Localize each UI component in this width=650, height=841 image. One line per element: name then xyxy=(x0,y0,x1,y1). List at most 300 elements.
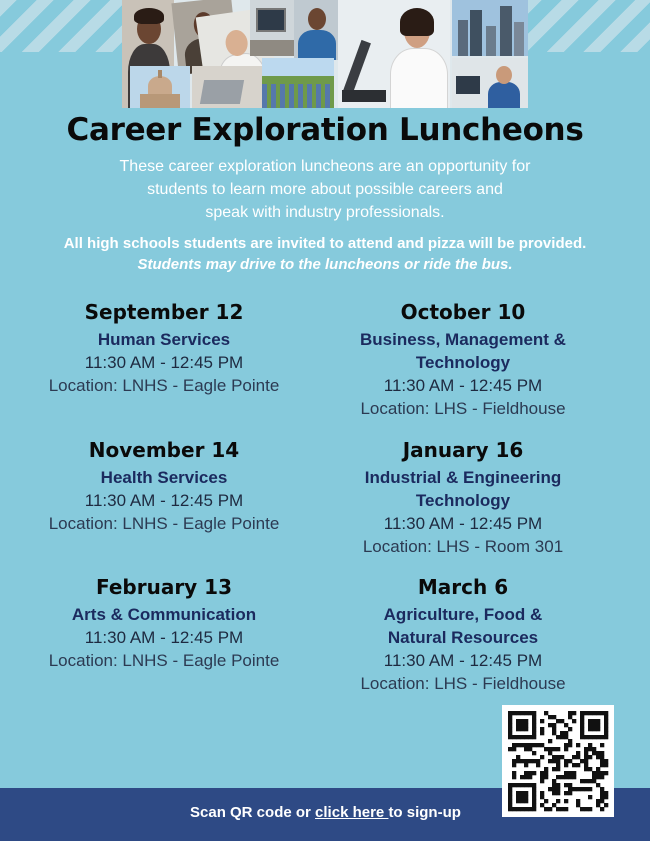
qr-module xyxy=(544,799,548,803)
qr-module xyxy=(588,755,592,759)
qr-module xyxy=(600,711,604,715)
qr-module xyxy=(552,747,556,751)
qr-module xyxy=(580,807,584,811)
qr-module xyxy=(520,711,524,715)
qr-module xyxy=(580,787,584,791)
event-category-line: Technology xyxy=(415,353,511,372)
qr-module xyxy=(516,735,520,739)
signup-link[interactable]: click here xyxy=(315,804,389,821)
qr-module xyxy=(524,719,528,723)
qr-module xyxy=(508,795,512,799)
qr-code-icon[interactable] xyxy=(502,705,614,817)
qr-module xyxy=(548,739,552,743)
qr-module xyxy=(532,719,536,723)
qr-module xyxy=(572,719,576,723)
event-category-line: Business, Management & xyxy=(360,330,566,349)
qr-module xyxy=(592,727,596,731)
invite-line: All high schools students are invited to attend and pizza will be provided. xyxy=(63,235,587,252)
qr-module xyxy=(512,763,516,767)
qr-module xyxy=(572,775,576,779)
event-category-line: Arts & Communication xyxy=(71,605,257,624)
event-time: 11:30 AM - 12:45 PM xyxy=(383,376,543,395)
qr-module xyxy=(564,791,568,795)
qr-module xyxy=(544,775,548,779)
qr-module xyxy=(508,711,512,715)
qr-module xyxy=(600,775,604,779)
qr-module xyxy=(588,723,592,727)
qr-module xyxy=(580,715,584,719)
event-category xyxy=(49,603,279,626)
qr-module xyxy=(564,723,568,727)
qr-module xyxy=(584,755,588,759)
qr-module xyxy=(512,775,516,779)
qr-module xyxy=(564,783,568,787)
qr-module xyxy=(592,735,596,739)
photo-woman-at-computer xyxy=(294,0,340,60)
qr-module xyxy=(508,787,512,791)
qr-module xyxy=(528,759,532,763)
qr-module xyxy=(580,759,584,763)
qr-module xyxy=(580,711,584,715)
qr-module xyxy=(532,795,536,799)
event-location: Location: LHS - Fieldhouse xyxy=(360,399,566,418)
event-time: 11:30 AM - 12:45 PM xyxy=(84,353,244,372)
intro-line: students to learn more about possible careers and xyxy=(147,181,503,198)
qr-module xyxy=(604,735,608,739)
qr-module xyxy=(568,743,572,747)
qr-module xyxy=(548,751,552,755)
qr-module xyxy=(552,787,556,791)
qr-module xyxy=(508,807,512,811)
event-card xyxy=(313,573,613,695)
qr-module xyxy=(580,731,584,735)
qr-module xyxy=(584,747,588,751)
qr-module xyxy=(508,791,512,795)
qr-module xyxy=(516,711,520,715)
qr-module xyxy=(520,735,524,739)
qr-module xyxy=(516,791,520,795)
qr-module xyxy=(552,783,556,787)
qr-module xyxy=(524,747,528,751)
qr-module xyxy=(564,807,568,811)
qr-module xyxy=(588,779,592,783)
qr-module xyxy=(580,727,584,731)
qr-code-graphic xyxy=(502,705,614,817)
qr-module xyxy=(528,775,532,779)
event-date: March 6 xyxy=(417,575,509,599)
qr-module xyxy=(596,783,600,787)
qr-module xyxy=(584,807,588,811)
qr-module xyxy=(592,775,596,779)
qr-module xyxy=(600,795,604,799)
qr-module xyxy=(572,763,576,767)
qr-module xyxy=(516,727,520,731)
qr-module xyxy=(596,771,600,775)
qr-module xyxy=(600,743,604,747)
event-category xyxy=(348,466,578,512)
qr-module xyxy=(580,779,584,783)
event-date: February 13 xyxy=(95,575,233,599)
transport-line: Students may drive to the luncheons or ride the bus. xyxy=(137,256,513,273)
event-time: 11:30 AM - 12:45 PM xyxy=(383,514,543,533)
qr-module xyxy=(564,771,568,775)
qr-module xyxy=(520,759,524,763)
event-category-line: Agriculture, Food & xyxy=(383,605,543,624)
qr-module xyxy=(604,719,608,723)
event-time: 11:30 AM - 12:45 PM xyxy=(84,491,244,510)
qr-module xyxy=(576,803,580,807)
qr-module xyxy=(532,807,536,811)
event-card xyxy=(313,298,613,420)
qr-module xyxy=(568,771,572,775)
qr-module xyxy=(600,787,604,791)
qr-module xyxy=(516,783,520,787)
qr-module xyxy=(556,755,560,759)
photo-city-skyline xyxy=(452,0,528,56)
event-category xyxy=(49,328,279,351)
qr-module xyxy=(524,723,528,727)
qr-module xyxy=(556,799,560,803)
qr-module xyxy=(512,747,516,751)
qr-module xyxy=(524,799,528,803)
qr-module xyxy=(560,755,564,759)
qr-module xyxy=(568,787,572,791)
decorative-stripes-right xyxy=(525,0,650,52)
qr-module xyxy=(536,763,540,767)
qr-module xyxy=(528,743,532,747)
qr-module xyxy=(572,787,576,791)
qr-module xyxy=(556,767,560,771)
qr-module xyxy=(520,743,524,747)
qr-module xyxy=(536,743,540,747)
qr-module xyxy=(544,771,548,775)
qr-module xyxy=(552,779,556,783)
photo-scientist-microscope xyxy=(338,0,450,108)
qr-module xyxy=(512,743,516,747)
qr-module xyxy=(596,735,600,739)
qr-module xyxy=(588,787,592,791)
qr-module xyxy=(508,727,512,731)
qr-module xyxy=(540,727,544,731)
qr-module xyxy=(584,763,588,767)
qr-module xyxy=(592,719,596,723)
qr-module xyxy=(604,711,608,715)
qr-module xyxy=(560,731,564,735)
qr-module xyxy=(556,807,560,811)
qr-module xyxy=(540,779,544,783)
qr-module xyxy=(552,791,556,795)
qr-module xyxy=(540,803,544,807)
qr-module xyxy=(552,767,556,771)
qr-module xyxy=(604,771,608,775)
qr-module xyxy=(532,731,536,735)
qr-module xyxy=(520,783,524,787)
qr-module xyxy=(520,799,524,803)
qr-module xyxy=(568,739,572,743)
qr-module xyxy=(552,731,556,735)
qr-module xyxy=(604,727,608,731)
qr-module xyxy=(548,747,552,751)
qr-module xyxy=(556,775,560,779)
event-time: 11:30 AM - 12:45 PM xyxy=(383,651,543,670)
qr-module xyxy=(540,795,544,799)
qr-module xyxy=(588,747,592,751)
qr-module xyxy=(548,723,552,727)
qr-module xyxy=(520,807,524,811)
qr-module xyxy=(560,735,564,739)
qr-module xyxy=(524,795,528,799)
qr-module xyxy=(556,763,560,767)
qr-module xyxy=(552,755,556,759)
qr-module xyxy=(508,747,512,751)
qr-module xyxy=(588,727,592,731)
qr-module xyxy=(576,763,580,767)
qr-module xyxy=(572,755,576,759)
qr-module xyxy=(516,799,520,803)
qr-module xyxy=(532,803,536,807)
photo-man-at-desk xyxy=(452,58,528,108)
qr-module xyxy=(584,751,588,755)
event-date: October 10 xyxy=(400,300,526,324)
qr-module xyxy=(604,795,608,799)
qr-module xyxy=(524,775,528,779)
qr-module xyxy=(516,723,520,727)
qr-module xyxy=(556,759,560,763)
event-time: 11:30 AM - 12:45 PM xyxy=(84,628,244,647)
qr-module xyxy=(596,719,600,723)
qr-module xyxy=(588,795,592,799)
qr-module xyxy=(564,763,568,767)
signup-suffix: to sign-up xyxy=(388,804,461,821)
event-location: Location: LNHS - Eagle Pointe xyxy=(48,651,280,670)
qr-module xyxy=(544,767,548,771)
qr-module xyxy=(508,719,512,723)
qr-module xyxy=(544,711,548,715)
intro-line: speak with industry professionals. xyxy=(205,204,445,221)
qr-module xyxy=(524,807,528,811)
qr-module xyxy=(600,735,604,739)
qr-module xyxy=(532,787,536,791)
qr-module xyxy=(524,711,528,715)
qr-module xyxy=(532,783,536,787)
qr-module xyxy=(524,783,528,787)
qr-module xyxy=(532,715,536,719)
qr-module xyxy=(552,759,556,763)
qr-module xyxy=(564,775,568,779)
qr-module xyxy=(596,711,600,715)
qr-module xyxy=(600,807,604,811)
qr-module xyxy=(512,735,516,739)
event-location: Location: LNHS - Eagle Pointe xyxy=(48,514,280,533)
qr-module xyxy=(548,759,552,763)
event-location: Location: LHS - Fieldhouse xyxy=(360,674,566,693)
qr-module xyxy=(588,743,592,747)
qr-module xyxy=(584,711,588,715)
qr-module xyxy=(528,771,532,775)
event-date: November 14 xyxy=(88,438,240,462)
qr-module xyxy=(572,771,576,775)
qr-module xyxy=(524,791,528,795)
qr-module xyxy=(540,755,544,759)
qr-module xyxy=(528,807,532,811)
qr-module xyxy=(596,723,600,727)
qr-module xyxy=(540,743,544,747)
qr-module xyxy=(524,727,528,731)
qr-module xyxy=(576,799,580,803)
qr-module xyxy=(524,743,528,747)
qr-module xyxy=(600,759,604,763)
qr-module xyxy=(516,807,520,811)
qr-module xyxy=(564,731,568,735)
event-card xyxy=(313,436,613,558)
qr-module xyxy=(516,759,520,763)
invitation-note xyxy=(0,233,650,275)
qr-module xyxy=(544,807,548,811)
event-category-line: Natural Resources xyxy=(387,628,539,647)
event-date: September 12 xyxy=(84,300,244,324)
qr-module xyxy=(556,747,560,751)
qr-module xyxy=(532,791,536,795)
qr-module xyxy=(532,735,536,739)
qr-module xyxy=(552,723,556,727)
qr-module xyxy=(520,719,524,723)
qr-module xyxy=(596,755,600,759)
qr-module xyxy=(556,735,560,739)
qr-module xyxy=(552,727,556,731)
qr-module xyxy=(596,727,600,731)
qr-module xyxy=(580,735,584,739)
qr-module xyxy=(524,735,528,739)
photo-capitol-building xyxy=(130,66,190,108)
qr-module xyxy=(520,795,524,799)
qr-module xyxy=(584,787,588,791)
qr-module xyxy=(576,787,580,791)
event-category-line: Industrial & Engineering xyxy=(364,468,562,487)
qr-module xyxy=(508,803,512,807)
qr-module xyxy=(540,771,544,775)
qr-module xyxy=(532,743,536,747)
qr-module xyxy=(580,723,584,727)
qr-module xyxy=(556,719,560,723)
qr-module xyxy=(604,759,608,763)
qr-module xyxy=(520,775,524,779)
event-category-line: Health Services xyxy=(100,468,228,487)
qr-module xyxy=(576,743,580,747)
qr-module xyxy=(556,783,560,787)
qr-module xyxy=(592,747,596,751)
qr-module xyxy=(568,715,572,719)
qr-module xyxy=(528,735,532,739)
qr-module xyxy=(604,731,608,735)
qr-module xyxy=(592,771,596,775)
qr-module xyxy=(508,715,512,719)
qr-module xyxy=(528,747,532,751)
qr-module xyxy=(548,715,552,719)
qr-module xyxy=(568,759,572,763)
qr-module xyxy=(516,719,520,723)
qr-module xyxy=(600,771,604,775)
qr-module xyxy=(524,771,528,775)
qr-module xyxy=(580,719,584,723)
qr-module xyxy=(544,747,548,751)
signup-prompt xyxy=(190,804,461,821)
event-category xyxy=(49,466,279,489)
qr-module xyxy=(520,723,524,727)
intro-line: These career exploration luncheons are an opportunity for xyxy=(119,158,531,175)
qr-module xyxy=(588,767,592,771)
qr-module xyxy=(600,755,604,759)
event-date: January 16 xyxy=(402,438,524,462)
event-category-line: Technology xyxy=(415,491,511,510)
qr-module xyxy=(596,751,600,755)
qr-module xyxy=(604,723,608,727)
qr-module xyxy=(596,803,600,807)
qr-module xyxy=(588,735,592,739)
signup-prefix: Scan QR code or xyxy=(190,804,316,821)
qr-module xyxy=(564,759,568,763)
qr-module xyxy=(584,779,588,783)
event-category xyxy=(348,328,578,374)
event-card xyxy=(14,436,314,535)
qr-module xyxy=(564,743,568,747)
qr-module xyxy=(568,711,572,715)
qr-module xyxy=(596,799,600,803)
qr-module xyxy=(560,775,564,779)
qr-module xyxy=(564,747,568,751)
qr-module xyxy=(524,759,528,763)
qr-module xyxy=(536,759,540,763)
qr-module xyxy=(512,807,516,811)
event-category-line: Human Services xyxy=(97,330,231,349)
qr-module xyxy=(588,719,592,723)
qr-module xyxy=(592,723,596,727)
qr-module xyxy=(520,727,524,731)
qr-module xyxy=(576,751,580,755)
event-card xyxy=(14,573,314,672)
qr-module xyxy=(588,807,592,811)
qr-module xyxy=(512,783,516,787)
qr-module xyxy=(584,735,588,739)
event-card xyxy=(14,298,314,397)
qr-module xyxy=(564,799,568,803)
event-location: Location: LHS - Room 301 xyxy=(362,537,564,556)
qr-module xyxy=(592,779,596,783)
qr-module xyxy=(508,799,512,803)
qr-module xyxy=(528,783,532,787)
qr-module xyxy=(560,719,564,723)
qr-module xyxy=(528,711,532,715)
qr-module xyxy=(520,791,524,795)
qr-module xyxy=(556,787,560,791)
qr-module xyxy=(576,755,580,759)
qr-module xyxy=(540,719,544,723)
qr-module xyxy=(532,727,536,731)
qr-module xyxy=(508,735,512,739)
qr-module xyxy=(568,727,572,731)
qr-module xyxy=(556,791,560,795)
qr-module xyxy=(524,763,528,767)
qr-module xyxy=(592,751,596,755)
qr-module xyxy=(532,711,536,715)
qr-module xyxy=(604,803,608,807)
qr-module xyxy=(552,715,556,719)
qr-module xyxy=(600,751,604,755)
photo-laptop-work xyxy=(192,66,262,108)
qr-module xyxy=(604,791,608,795)
qr-module xyxy=(592,711,596,715)
qr-module xyxy=(532,751,536,755)
qr-module xyxy=(568,791,572,795)
